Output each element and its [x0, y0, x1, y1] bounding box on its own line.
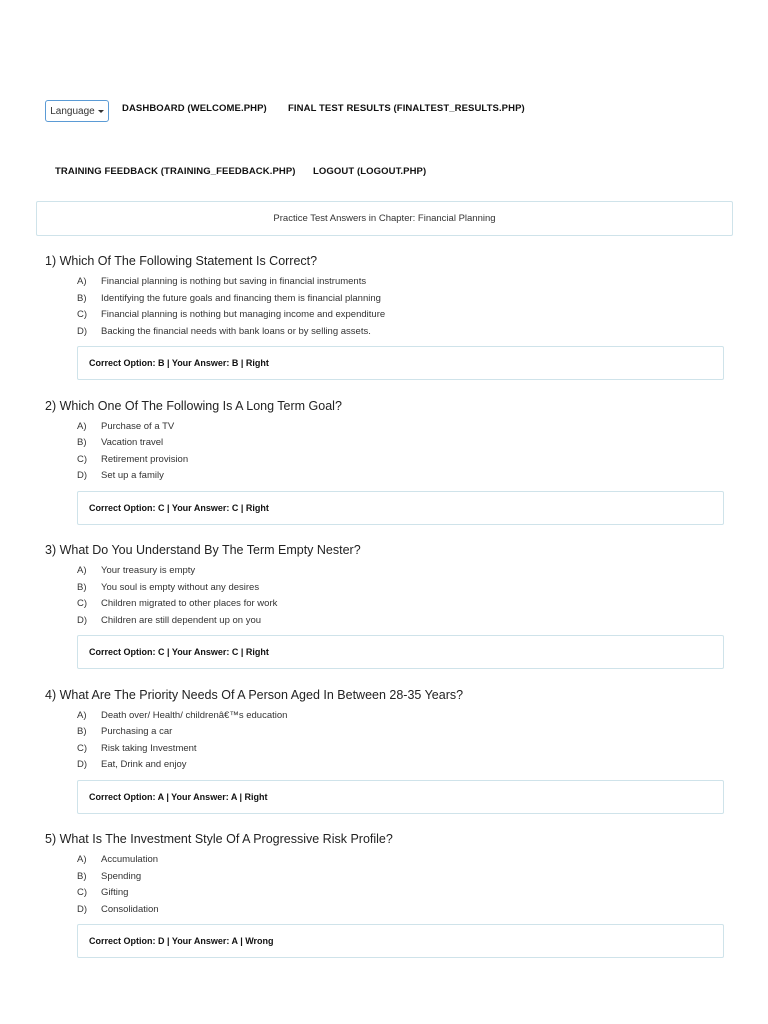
question-title: 1) Which Of The Following Statement Is Correct? — [45, 254, 318, 268]
chapter-header — [36, 201, 733, 236]
language-dropdown[interactable] — [45, 100, 109, 122]
answer-option — [77, 293, 381, 307]
result-text: Correct Option: C | Your Answer: C | Right — [89, 502, 269, 513]
option-letter: C) — [77, 887, 88, 898]
result-box — [77, 346, 724, 380]
chapter-title: Practice Test Answers in Chapter: Financial Planning — [273, 213, 496, 224]
option-letter: C) — [77, 742, 88, 754]
option-text: Children are still dependent up on you — [101, 614, 262, 626]
answer-option — [77, 904, 159, 918]
option-letter: A) — [77, 709, 87, 721]
option-text: Vacation travel — [101, 437, 164, 448]
option-text: Purchase of a TV — [101, 420, 175, 432]
result-box — [77, 780, 724, 814]
option-text: Spending — [101, 870, 142, 882]
result-text: Correct Option: A | Your Answer: A | Right — [89, 791, 268, 802]
answer-option — [77, 565, 195, 579]
option-text: Consolidation — [101, 903, 159, 915]
question-title: 5) What Is The Investment Style Of A Progressive Risk Profile? — [45, 832, 393, 846]
answer-option — [77, 759, 187, 773]
answer-option — [77, 309, 385, 323]
option-letter: A) — [77, 420, 87, 432]
answer-option — [77, 598, 277, 612]
nav-row-bottom — [0, 161, 768, 187]
question-title: 2) Which One Of The Following Is A Long Term Goal? — [45, 398, 342, 413]
question-title: 3) What Do You Understand By The Term Empty Nester? — [45, 543, 361, 557]
option-letter: D) — [77, 614, 88, 626]
result-box — [77, 924, 724, 958]
option-text: Retirement provision — [101, 453, 189, 465]
nav-link-logout[interactable]: LOGOUT (LOGOUT.PHP) — [313, 166, 427, 177]
option-letter: C) — [77, 453, 88, 465]
result-box — [77, 491, 724, 525]
option-letter: B) — [77, 726, 87, 737]
option-letter: A) — [77, 854, 87, 865]
result-text: Correct Option: C | Your Answer: C | Right — [89, 647, 269, 657]
answer-option — [77, 615, 261, 629]
option-text: Financial planning is nothing but managing income and expenditure — [101, 309, 386, 320]
option-text: Gifting — [101, 887, 129, 898]
option-text: Financial planning is nothing but saving in financial instruments — [101, 276, 367, 287]
nav-row-top — [0, 98, 768, 124]
answer-option — [77, 726, 172, 740]
option-letter: C) — [77, 598, 88, 609]
option-text: Backing the financial needs with bank loans or by selling assets. — [101, 325, 371, 337]
answer-option — [77, 743, 197, 757]
answer-option — [77, 421, 174, 435]
answer-option — [77, 470, 164, 484]
option-text: Risk taking Investment — [101, 742, 197, 754]
option-letter: D) — [77, 903, 88, 915]
option-letter: C) — [77, 309, 88, 320]
result-text: Correct Option: B | Your Answer: B | Right — [89, 358, 269, 368]
option-letter: D) — [77, 325, 88, 337]
option-text: Your treasury is empty — [101, 565, 196, 576]
option-letter: B) — [77, 581, 87, 593]
answer-option — [77, 276, 366, 290]
result-box — [77, 635, 724, 669]
option-letter: D) — [77, 470, 88, 481]
option-text: Death over/ Health/ childrenâ€™s education — [101, 709, 288, 721]
option-text: Eat, Drink and enjoy — [101, 759, 187, 770]
option-letter: B) — [77, 292, 87, 304]
option-letter: D) — [77, 759, 88, 770]
answer-option — [77, 871, 141, 885]
answer-option — [77, 710, 287, 724]
option-text: Purchasing a car — [101, 726, 173, 737]
result-text: Correct Option: D | Your Answer: A | Wrong — [89, 936, 274, 946]
option-text: Children migrated to other places for work — [101, 598, 278, 609]
option-text: Set up a family — [101, 470, 164, 481]
nav-link-final-results[interactable]: FINAL TEST RESULTS (FINALTEST_RESULTS.PHP) — [288, 103, 525, 114]
language-label: Language — [50, 105, 95, 117]
answer-option — [77, 454, 188, 468]
caret-down-icon — [98, 110, 104, 113]
answer-option — [77, 854, 158, 868]
option-letter: A) — [77, 276, 87, 287]
answer-option — [77, 582, 259, 596]
nav-link-training-feedback[interactable]: TRAINING FEEDBACK (TRAINING_FEEDBACK.PHP) — [55, 166, 296, 177]
nav-link-dashboard[interactable]: DASHBOARD (WELCOME.PHP) — [122, 103, 267, 114]
option-text: You soul is empty without any desires — [101, 581, 260, 593]
question-title: 4) What Are The Priority Needs Of A Person Aged In Between 28-35 Years? — [45, 687, 464, 702]
answer-option — [77, 887, 128, 901]
option-letter: A) — [77, 565, 87, 576]
option-letter: B) — [77, 870, 87, 882]
option-text: Accumulation — [101, 854, 159, 865]
option-letter: B) — [77, 437, 87, 448]
answer-option — [77, 437, 163, 451]
answer-option — [77, 326, 371, 340]
option-text: Identifying the future goals and financing them is financial planning — [101, 292, 381, 304]
